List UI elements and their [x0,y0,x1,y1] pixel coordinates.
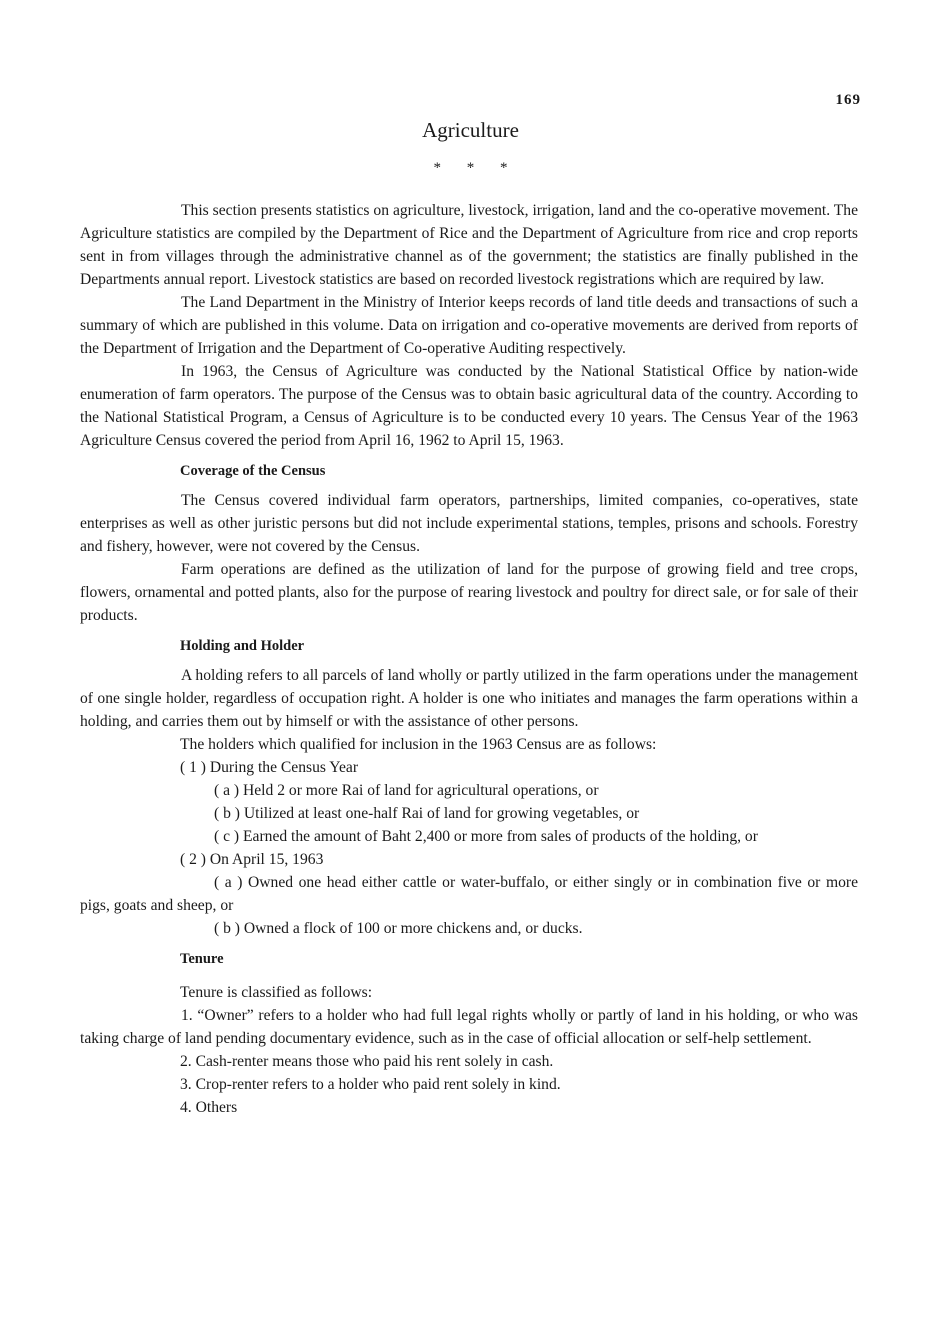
holding-heading: Holding and Holder [180,638,305,654]
intro-paragraph-2: The Land Department in the Ministry of Interior keeps records of land title deeds and transactions of such a summary of which are published in this volume. Data on irrigation and co-operative movements are derived from reports of the Department of Irrigation and the Department of Co-operative Auditing respectively. [80,294,858,357]
intro-paragraph-3: In 1963, the Census of Agriculture was conducted by the National Statistical Office by nation-wide enumeration of farm operators. The purpose of the Census was to obtain basic agricultural data of the country. According to the National Statistical Program, a Census of Agriculture is to be conducted every 10 years. The Census Year of the 1963 Agriculture Census covered the period from April 16, 1962 to April 15, 1963. [80,363,858,449]
criterion-1b: ( b ) Utilized at least one-half Rai of land for growing vegetables, or [214,805,640,822]
intro-paragraph-1: This section presents statistics on agriculture, livestock, irrigation, land and the co-operative movement. The Agriculture statistics are compiled by the Department of Rice and the Department of Agriculture from rice and crop reports sent in from villages through the administrative channel as of the government; the statistics are finally published in the Departments annual report. Livestock statistics are based on recorded livestock registrations which are required by law. [80,202,858,288]
section-ornament: * * * [433,160,508,176]
criterion-1c: ( c ) Earned the amount of Baht 2,400 or more from sales of products of the holding, or [214,828,758,845]
tenure-item-1: 1. “Owner” refers to a holder who had full legal rights wholly or partly of land in his holding, or who was taking charge of land pending documentary evidence, such as in the case of official allocation or self-help settlement. [80,1007,858,1047]
criterion-2: ( 2 ) On April 15, 1963 [180,851,324,868]
criterion-2a: ( a ) Owned one head either cattle or water-buffalo, or either singly or in combination five or more pigs, goats and sheep, or [80,874,858,914]
criterion-1a: ( a ) Held 2 or more Rai of land for agricultural operations, or [214,782,599,799]
tenure-item-2: 2. Cash-renter means those who paid his rent solely in cash. [180,1053,554,1070]
coverage-paragraph-2: Farm operations are defined as the utilization of land for the purpose of growing field and tree crops, flowers, ornamental and potted plants, also for the purpose of rearing livestock and poultry for direct sale, or for sale of their products. [80,561,858,624]
holding-paragraph: A holding refers to all parcels of land wholly or partly utilized in the farm operations under the management of one single holder, regardless of occupation right. A holder is one who initiates and manages the farm operations within a holding, and carries them out by himself or with the assistance of other persons. [80,667,858,730]
coverage-paragraph-1: The Census covered individual farm operators, partnerships, limited companies, co-operatives, state enterprises as well as other juristic persons but did not include experimental stations, temples, prisons and schools. Forestry and fishery, however, were not covered by the Census. [80,492,858,555]
document-body [80,199,858,1119]
page-title: Agriculture [422,118,519,142]
page-number: 169 [835,92,861,108]
tenure-item-4: 4. Others [180,1099,238,1116]
holding-criteria-intro: The holders which qualified for inclusion in the 1963 Census are as follows: [180,736,657,753]
criterion-1: ( 1 ) During the Census Year [180,759,359,776]
tenure-heading: Tenure [180,951,224,967]
criterion-2b: ( b ) Owned a flock of 100 or more chickens and, or ducks. [214,920,583,937]
tenure-item-3: 3. Crop-renter refers to a holder who paid rent solely in kind. [180,1076,561,1093]
coverage-heading: Coverage of the Census [180,463,326,479]
tenure-intro: Tenure is classified as follows: [180,984,373,1001]
